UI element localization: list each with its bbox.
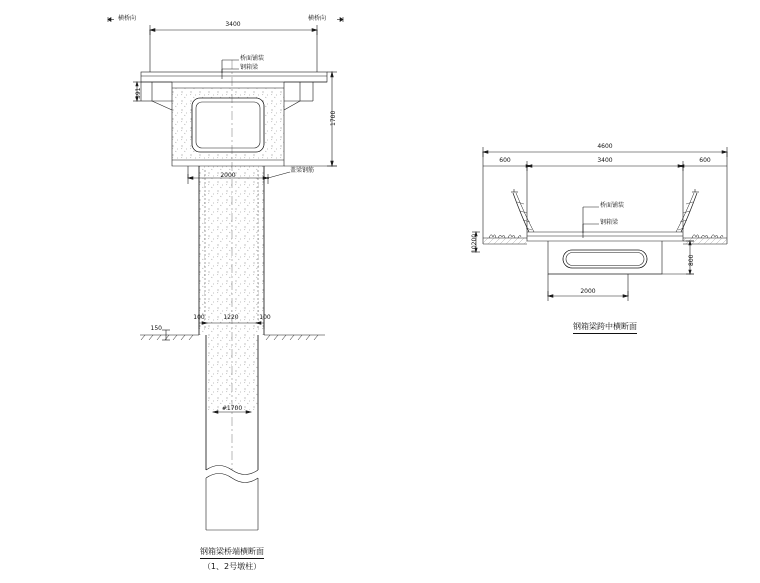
dim-391: 391 [135,87,142,99]
dim-3400-right: 3400 [597,157,613,164]
left-drawing-subtitle: （1、2号墩柱） [202,562,262,571]
label-steel-box-girder-left: 钢箱梁 [240,64,259,71]
dim-1700: 1700 [330,110,337,126]
label-direction-right: 横桥向 [308,15,327,22]
dim-800: 800 [688,254,695,266]
pile-diameter: #1700 [221,405,243,412]
dim-4600: 4600 [597,143,613,150]
dim-2000-right: 2000 [580,288,596,295]
dim-top-3400: 3400 [225,21,241,28]
dim-1220: 1220 [223,314,239,321]
dim-600-left: 600 [499,157,511,164]
right-drawing-title: 钢箱梁跨中横断面 [573,321,637,334]
dim-10200: 10200 [471,233,478,253]
dim-600-right: 600 [699,157,711,164]
dim-150: 150 [150,325,162,332]
label-cap-beam-rebar: 盖梁钢筋 [290,167,315,174]
dim-2000-left: 2000 [220,172,236,179]
dim-100-right: 100 [259,314,271,321]
dim-100-left: 100 [193,314,205,321]
label-steel-box-girder-right: 钢箱梁 [600,219,619,226]
label-deck-pavement-right: 桥面铺装 [600,202,625,209]
label-deck-pavement-left: 桥面铺装 [240,55,265,62]
left-drawing-title: 钢箱梁桥端横断面 [200,546,264,559]
label-direction-left: 横桥向 [118,15,137,22]
